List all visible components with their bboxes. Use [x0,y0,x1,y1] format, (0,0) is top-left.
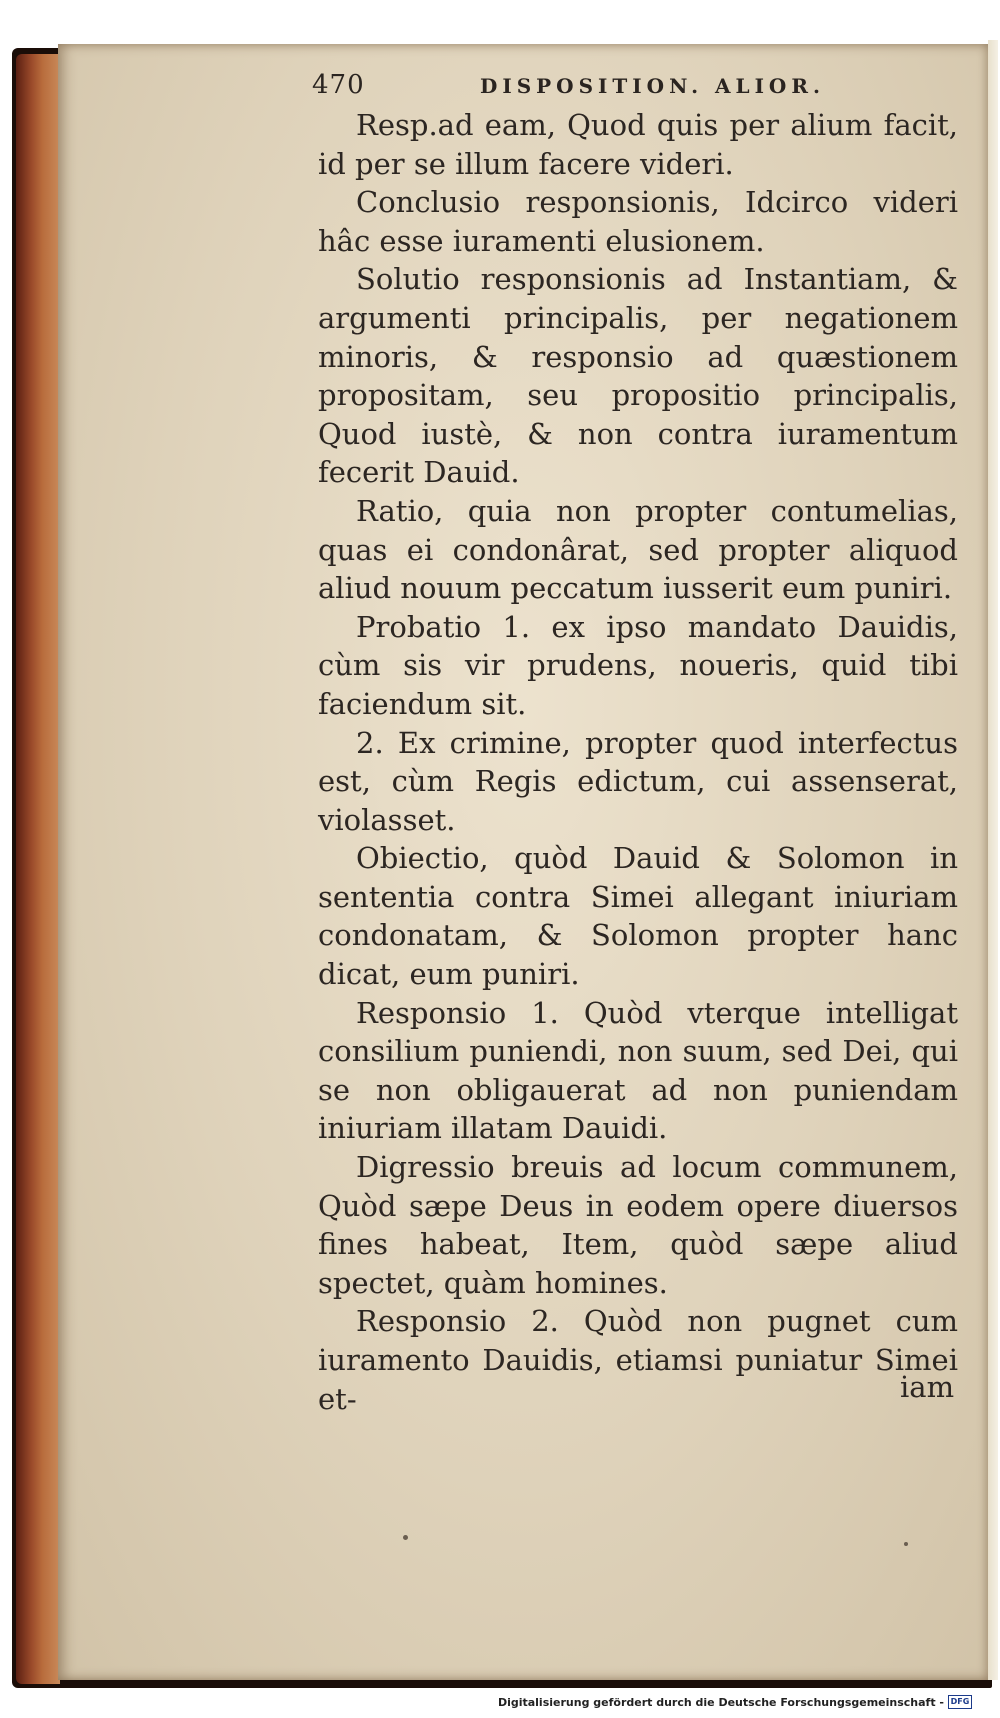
ink-speck [403,1535,408,1540]
paragraph: Conclusio responsionis, Idcirco videri hâc esse iuramenti elusionem. [318,185,958,258]
page-fore-edge [16,54,60,1684]
paragraph: Responsio 2. Quòd non pugnet cum iuramento Dauidis, etiamsi puniatur Simei et- [318,1304,958,1416]
credit-text: Digitalisierung gefördert durch die Deutsche Forschungsgemeinschaft - [497,1695,944,1709]
running-head [312,70,952,110]
running-title: DISPOSITION. ALIOR. [480,74,825,98]
page-number: 470 [312,70,365,100]
paragraph: Digressio breuis ad locum communem, Quòd sæpe Deus in eodem opere diuersos fines habeat, Item, quòd sæpe aliud spectet, quàm homines. [318,1150,958,1300]
paragraph: Probatio 1. ex ipso mandato Dauidis, cùm sis vir prudens, noueris, quid tibi faciendum sit. [318,609,958,721]
digitization-credit [498,1695,972,1709]
ink-speck [904,1542,908,1546]
paragraph: Obiectio, quòd Dauid & Solomon in sententia contra Simei allegant iniuriam condonatam, & Solomon propter hanc dicat, eum puniri. [318,841,958,992]
paragraph: Solutio responsionis ad Instantiam, & argumenti principalis, per negationem minoris, & responsio ad quæstionem propositam, seu propositio principalis, Quod iustè, & non contra iuramentum fecerit Dauid. [318,262,958,490]
paragraph: Ratio, quia non propter contumelias, quas ei condonârat, sed propter aliquod aliud nouum peccatum iusserit eum puniri. [318,493,958,606]
page-gutter [988,40,998,1680]
dfg-logo-icon: DFG [948,1695,972,1709]
paragraph: 2. Ex crimine, propter quod interfectus est, cùm Regis edictum, cui assenserat, violasset. [318,725,958,837]
body-text [318,106,958,1418]
paragraph: Resp.ad eam, Quod quis per alium facit, id per se illum facere videri. [318,108,958,181]
catchword: iam [900,1370,955,1404]
paragraph: Responsio 1. Quòd vterque intelligat consilium puniendi, non suum, sed Dei, qui se non obligauerat ad non puniendam iniuriam illatam Dauidi. [318,995,958,1146]
